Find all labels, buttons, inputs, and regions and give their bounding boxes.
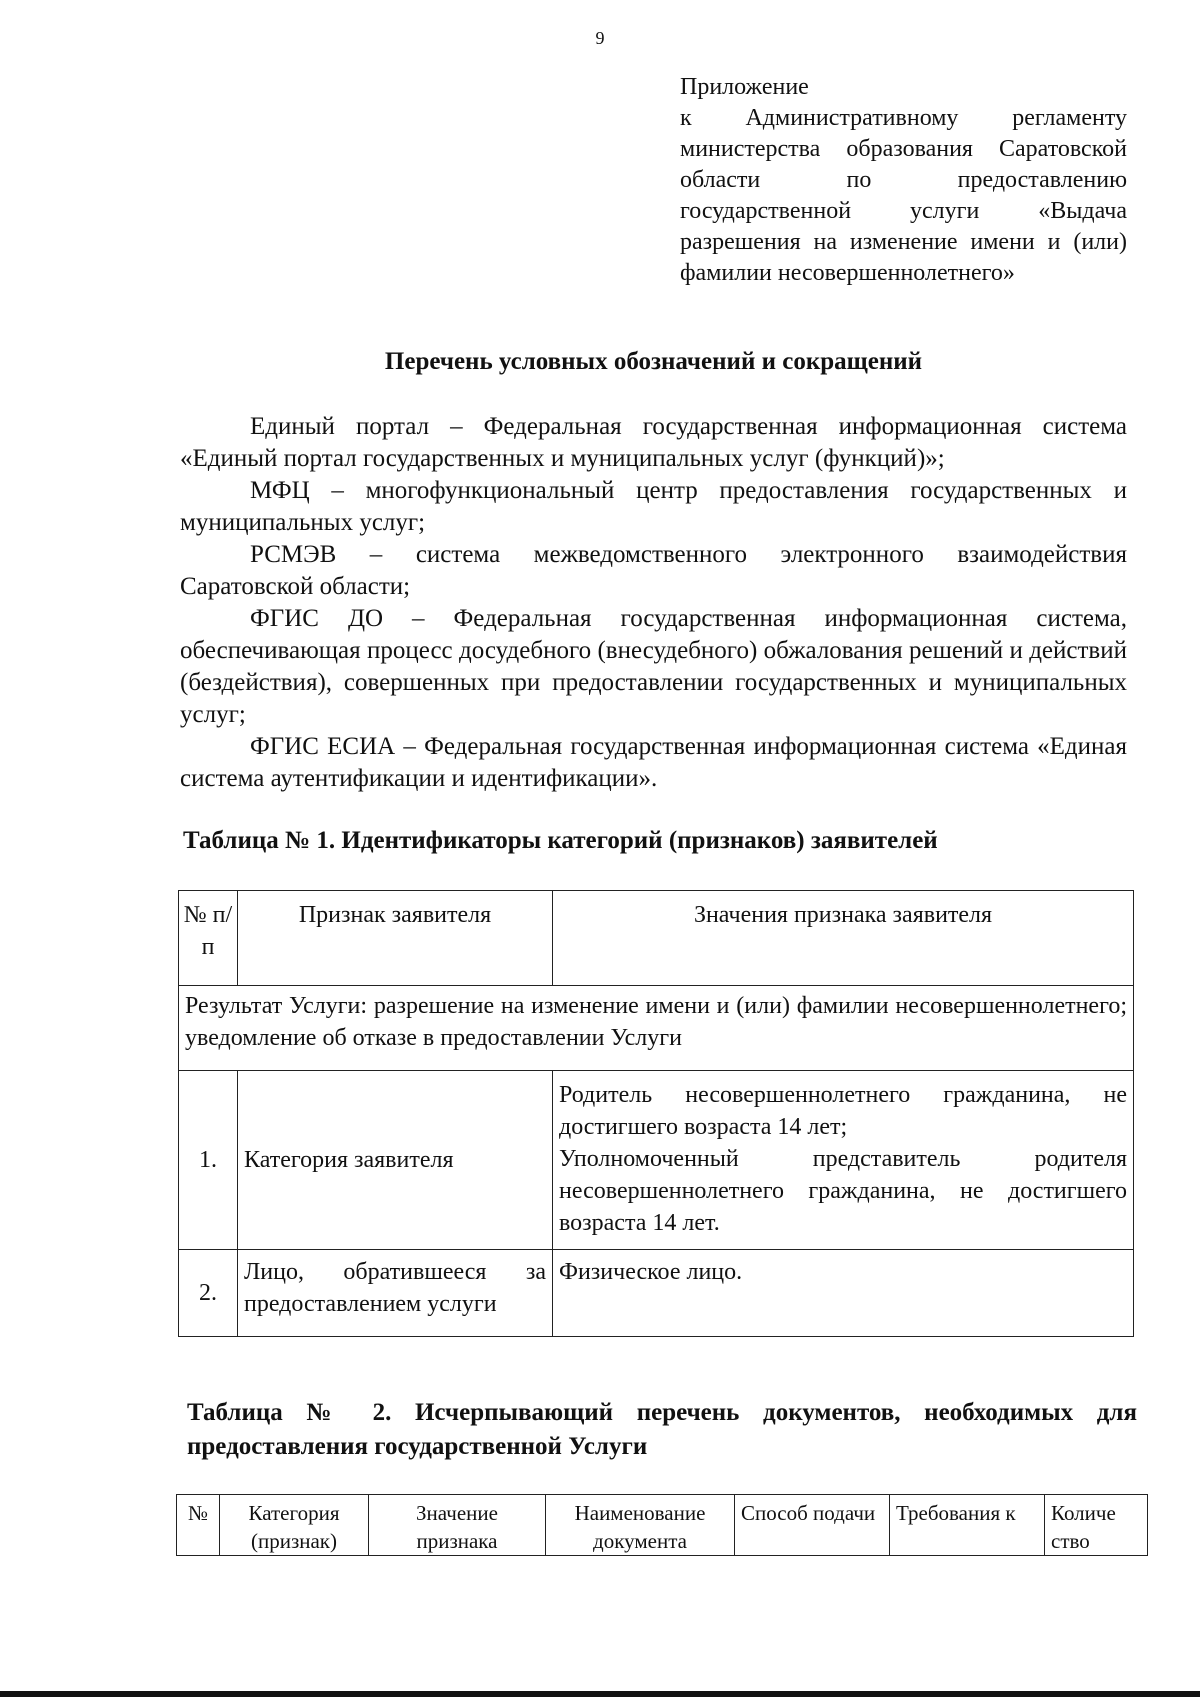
row-attr: Лицо, обратившееся за предоставлением услуги (238, 1250, 553, 1337)
document-heading: Перечень условных обозначений и сокращений (384, 348, 923, 375)
row-num: 1. (179, 1071, 238, 1250)
row-attr: Категория заявителя (238, 1071, 553, 1250)
header-cell: Способ подачи (735, 1495, 890, 1556)
appendix-title: Приложение (680, 74, 809, 100)
header-num: № п/п (179, 891, 238, 986)
abbreviation-item: Единый портал – Федеральная государственная информационная система «Единый портал государственных и муниципальных услуг (функций)»; (180, 413, 1127, 472)
applicant-categories-table (178, 890, 1134, 1337)
header-attr: Признак заявителя (238, 891, 553, 986)
result-row (179, 986, 1134, 1071)
abbreviation-item: ФГИС ДО – Федеральная государственная информационная система, обеспечивающая процесс досудебного (внесудебного) обжалования решений и действий (бездействия), совершенных при предоставлении государственных и муниципальных услуг; (180, 605, 1127, 728)
row-num: 2. (179, 1250, 238, 1337)
abbreviation-item: ФГИС ЕСИА – Федеральная государственная информационная система «Единая система аутентификации и идентификации». (180, 733, 1127, 792)
documents-table (176, 1494, 1148, 1556)
header-cell: Значение признака (369, 1495, 546, 1556)
header-cell: Требования к (890, 1495, 1045, 1556)
table-row (179, 1071, 1134, 1250)
header-cell: № (177, 1495, 220, 1556)
table-header-row (177, 1495, 1148, 1556)
result-cell: Результат Услуги: разрешение на изменение имени и (или) фамилии несовершеннолетнего; уведомление об отказе в предоставлении Услуги (179, 986, 1134, 1071)
table-row (179, 1250, 1134, 1337)
abbreviations-list (180, 411, 1127, 795)
row-value-line: Уполномоченный представитель родителя несовершеннолетнего гражданина, не достигшего возраста 14 лет. (559, 1146, 1127, 1236)
appendix-header (680, 72, 1127, 289)
header-cell: Категория (признак) (220, 1495, 369, 1556)
page-number: 9 (595, 28, 605, 48)
header-cell: Количе ство (1045, 1495, 1148, 1556)
header-value: Значения признака заявителя (553, 891, 1134, 986)
table2-title: Таблица № 2. Исчерпывающий перечень документов, необходимых для предоставления государственной Услуги (187, 1399, 1137, 1460)
row-value-line: Родитель несовершеннолетнего гражданина, не достигшего возраста 14 лет; (559, 1082, 1127, 1140)
table1-title: Таблица № 1. Идентификаторы категорий (признаков) заявителей (183, 827, 938, 854)
row-value (553, 1071, 1134, 1250)
scan-edge (0, 1691, 1200, 1697)
abbreviation-item: МФЦ – многофункциональный центр предоставления государственных и муниципальных услуг; (180, 477, 1127, 536)
appendix-body: к Административному регламенту министерства образования Саратовской области по предоставлению государственной услуги «Выдача разрешения на изменение имени и (или) фамилии несовершеннолетнего» (680, 105, 1127, 286)
table-header-row (179, 891, 1134, 986)
abbreviation-item: РСМЭВ – система межведомственного электронного взаимодействия Саратовской области; (180, 541, 1127, 600)
header-cell: Наименование документа (546, 1495, 735, 1556)
row-value: Физическое лицо. (553, 1250, 1134, 1337)
